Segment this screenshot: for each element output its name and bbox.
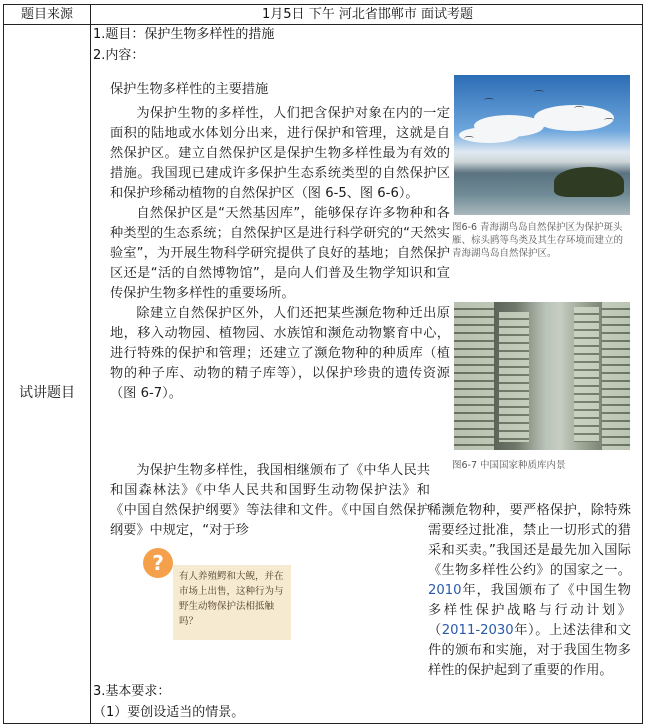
bird-island-photo: ⌒ ⌒ ⌒ ⌒ ⌒ (454, 75, 630, 215)
paragraph-3: 除建立自然保护区外，人们还把某些濒危物种迁出原地，移入动物园、植物园、水族馆和濒危动物繁育中心，进行特殊的保护和管理；还建立了濒危物种的种质库（植物的种子库、动物的精子库等），以保护珍贵的遗传资源（图 6-7）。 (110, 306, 450, 401)
paragraph-4-right-c: 年）。上述法律和文件的颁布和实施，对于我国生物多样性的保护起到了重要的作用。 (428, 623, 632, 678)
figure-6-7-caption: 图6-7 中国国家种质库内景 (452, 460, 566, 471)
requirement-1: （1）要创设适当的情景。 (93, 705, 245, 720)
question-title: 1.题目：保护生物多样性的措施 (93, 27, 275, 42)
header-divider (4, 24, 642, 25)
years-2011-2030: 2011-2030 (441, 623, 514, 638)
row-label: 试讲题目 (19, 385, 75, 401)
paragraph-4-right (428, 501, 631, 681)
paragraph-4-left: 为保护生物多样性，我国相继颁布了《中华人民共和国森林法》《中华人民共和国野生动物保护法》和《中国自然保护纲要》等法律和文件。《中国自然保护纲要》中规定，“对于珍 (110, 463, 430, 538)
discussion-note: 有人养殖鳄和大鲵，并在市场上出售，这种行为与野生动物保护法相抵触吗？ (173, 565, 291, 640)
source-value: 1月5日 下午 河北省邯郸市 面试考题 (262, 7, 473, 22)
requirements-label: 3.基本要求： (93, 684, 171, 699)
textbook-excerpt (110, 80, 450, 404)
paragraph-1: 为保护生物的多样性，人们把含保护对象在内的一定面积的陆地或水体划分出来，进行保护和管理，这就是自然保护区。建立自然保护区是保护生物多样性最为有效的措施。我国现已建成许多保护生态系统类型的自然保护区和保护珍稀动植物的自然保护区（图 6-5、图 6-6）。 (110, 106, 450, 201)
textbook-heading: 保护生物多样性的主要措施 (110, 82, 269, 97)
year-2010: 2010 (428, 583, 462, 598)
column-divider (90, 5, 91, 723)
germplasm-bank-photo (454, 302, 630, 450)
figure-6-6-caption: 图6-6 青海湖鸟岛自然保护区为保护斑头雁、棕头鸥等鸟类及其生存环境而建立的青海湖鸟岛自然保护区。 (452, 222, 624, 259)
source-label: 题目来源 (20, 7, 73, 22)
paragraph-2: 自然保护区是“天然基因库”，能够保存许多物种和各种类型的生态系统；自然保护区是进行科学研究的“天然实验室”，为开展生物科学研究提供了良好的基地；自然保护区还是“活的自然博物馆”，是向人们普及生物学知识和宣传保护生物多样性的重要场所。 (110, 206, 450, 301)
paragraph-4-right-a: 稀濒危物种，要严格保护，除特殊需要经过批准，禁止一切形式的猎采和买卖。”我国还是最先加入国际《生物多样性公约》的国家之一。 (428, 503, 631, 578)
question-mark-icon: ? (143, 548, 173, 578)
paragraph-4-right-b: 年，我国颁布了《中国生物多样性保护战略与行动计划》（ (428, 583, 631, 638)
content-label: 2.内容： (93, 48, 145, 63)
